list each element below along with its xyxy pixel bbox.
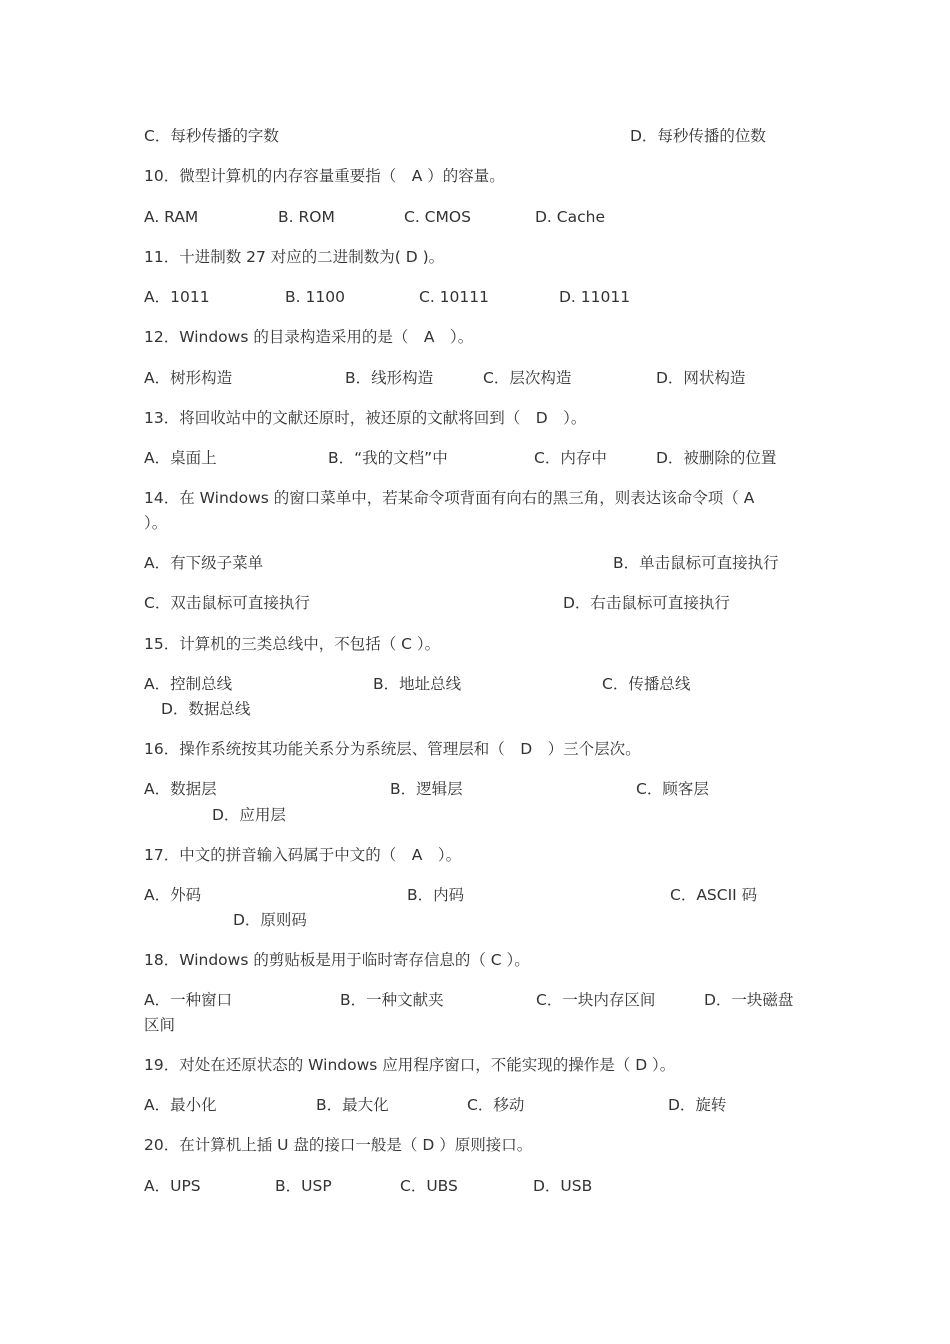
q15-option-c: C．传播总线 — [602, 675, 691, 693]
q19-option-b: B．最大化 — [316, 1096, 389, 1114]
q16-option-b: B．逻辑层 — [390, 780, 463, 798]
q13-option-c: C．内存中 — [534, 449, 607, 467]
q19-option-c: C．移动 — [467, 1096, 525, 1114]
q19-option-a: A．最小化 — [144, 1096, 217, 1114]
q20-option-a: A．UPS — [144, 1177, 201, 1195]
q11-option-b: B. 1100 — [285, 288, 345, 306]
q10-option-c: C. CMOS — [404, 208, 471, 226]
q13-option-d: D．被删除的位置 — [656, 449, 777, 467]
q12-option-b: B．线形构造 — [345, 369, 434, 387]
q10-stem: 10．微型计算机的内存容量重要指（ A ）的容量。 — [144, 167, 505, 185]
q18-option-c: C．一块内存区间 — [536, 991, 656, 1009]
q10-option-d: D. Cache — [535, 208, 605, 226]
q19-stem: 19．对处在还原状态的 Windows 应用程序窗口，不能实现的操作是（ D ）。 — [144, 1056, 676, 1074]
q19-option-d: D．旋转 — [668, 1096, 727, 1114]
q14-option-b: B．单击鼠标可直接执行 — [613, 554, 779, 572]
q11-stem: 11．十进制数 27 对应的二进制数为( D )。 — [144, 248, 445, 266]
q11-option-a: A．1011 — [144, 288, 210, 306]
q12-option-c: C．层次构造 — [483, 369, 572, 387]
q16-option-a: A．数据层 — [144, 780, 217, 798]
q14-option-c: C．双击鼠标可直接执行 — [144, 594, 310, 612]
q18-option-d-continued: 区间 — [144, 1016, 176, 1034]
q14-stem-line-1: 14．在 Windows 的窗口菜单中，若某命令项背面有向右的黑三角，则表达该命令项（ A — [144, 489, 755, 507]
q13-option-b: B．“我的文档”中 — [328, 449, 448, 467]
q15-option-a: A．控制总线 — [144, 675, 233, 693]
q10-option-b: B. ROM — [278, 208, 335, 226]
q11-option-d: D. 11011 — [559, 288, 631, 306]
q20-option-d: D．USB — [533, 1177, 593, 1195]
q15-stem: 15．计算机的三类总线中，不包括（ C ）。 — [144, 635, 441, 653]
q18-option-b: B．一种文献夹 — [340, 991, 444, 1009]
q13-stem: 13．将回收站中的文献还原时，被还原的文献将回到（ D ）。 — [144, 409, 587, 427]
q18-option-a: A．一种窗口 — [144, 991, 233, 1009]
q14-option-a: A．有下级子菜单 — [144, 554, 264, 572]
q16-stem: 16．操作系统按其功能关系分为系统层、管理层和（ D ）三个层次。 — [144, 740, 641, 758]
q9-option-d: D．每秒传播的位数 — [630, 127, 766, 145]
q17-stem: 17．中文的拼音输入码属于中文的（ A ）。 — [144, 846, 462, 864]
q12-option-d: D．网状构造 — [656, 369, 746, 387]
q9-option-c: C．每秒传播的字数 — [144, 127, 279, 145]
q12-stem: 12．Windows 的目录构造采用的是（ A ）。 — [144, 328, 474, 346]
q17-option-b: B．内码 — [407, 886, 465, 904]
q16-option-c: C．顾客层 — [636, 780, 709, 798]
q10-option-a: A. RAM — [144, 208, 199, 226]
q14-option-d: D．右击鼠标可直接执行 — [563, 594, 730, 612]
q15-option-d: D．数据总线 — [161, 700, 251, 718]
q16-option-d: D．应用层 — [212, 806, 286, 824]
q17-option-c: C．ASCII 码 — [670, 886, 758, 904]
q13-option-a: A．桌面上 — [144, 449, 217, 467]
q15-option-b: B．地址总线 — [373, 675, 462, 693]
q14-stem-line-2: ）。 — [144, 514, 168, 532]
q20-option-b: B．USP — [275, 1177, 332, 1195]
q18-stem: 18．Windows 的剪贴板是用于临时寄存信息的（ C ）。 — [144, 951, 530, 969]
q17-option-d: D．原则码 — [233, 911, 307, 929]
q20-option-c: C．UBS — [400, 1177, 458, 1195]
q20-stem: 20．在计算机上插 U 盘的接口一般是（ D ）原则接口。 — [144, 1136, 533, 1154]
q12-option-a: A．树形构造 — [144, 369, 233, 387]
q17-option-a: A．外码 — [144, 886, 202, 904]
q11-option-c: C. 10111 — [419, 288, 489, 306]
q18-option-d: D．一块磁盘 — [704, 991, 794, 1009]
